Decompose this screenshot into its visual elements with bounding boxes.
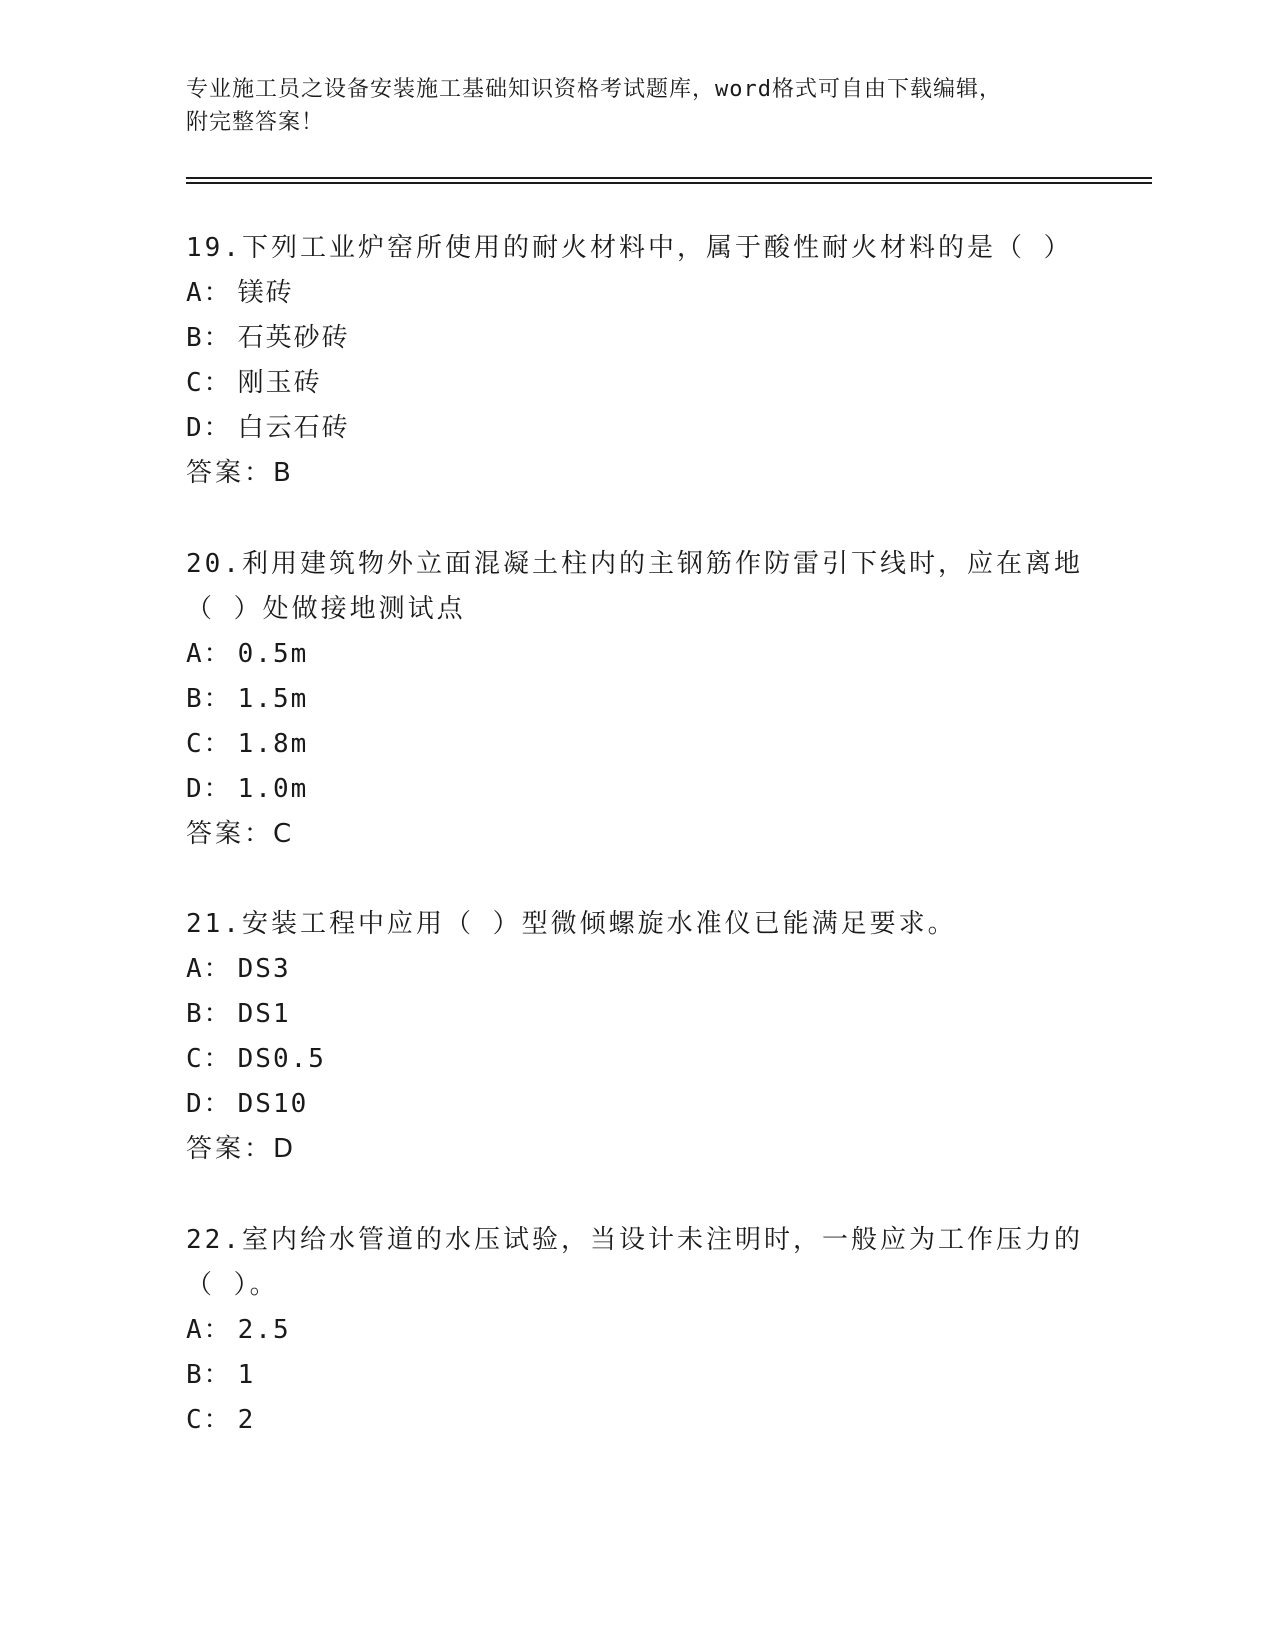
- option-letter: B：: [186, 1360, 232, 1390]
- option-text: 白云石砖: [237, 413, 350, 443]
- option-text: DS10: [237, 1089, 309, 1119]
- option-d: [186, 767, 1086, 812]
- question-21: [186, 902, 1086, 1172]
- option-letter: C：: [186, 1044, 232, 1074]
- option-text: 1.5m: [237, 684, 309, 714]
- answer-label: 答案：B: [186, 458, 294, 488]
- answer-label: 答案：C: [186, 819, 295, 849]
- option-b: [186, 316, 1086, 361]
- option-b: [186, 1353, 1086, 1398]
- option-d: [186, 406, 1086, 451]
- option-text: 刚玉砖: [237, 368, 322, 398]
- header-line-2: 附完整答案！: [186, 110, 325, 135]
- option-text: 石英砂砖: [237, 323, 350, 353]
- option-c: [186, 361, 1086, 406]
- question-stem-continued: （ ）处做接地测试点: [186, 594, 466, 624]
- option-a: [186, 1308, 1086, 1353]
- option-text: DS0.5: [237, 1044, 326, 1074]
- option-letter: D：: [186, 774, 232, 804]
- header-divider-top: [186, 177, 1152, 179]
- option-b: [186, 992, 1086, 1037]
- option-letter: A：: [186, 639, 232, 669]
- option-text: 1.8m: [237, 729, 309, 759]
- option-letter: C：: [186, 729, 232, 759]
- document-header: [186, 73, 1066, 139]
- option-letter: B：: [186, 999, 232, 1029]
- option-letter: B：: [186, 323, 232, 353]
- option-a: [186, 947, 1086, 992]
- option-c: [186, 1398, 1086, 1443]
- option-text: DS1: [237, 999, 291, 1029]
- option-letter: A：: [186, 1315, 232, 1345]
- header-divider-bottom: [186, 182, 1152, 184]
- option-letter: B：: [186, 684, 232, 714]
- option-letter: C：: [186, 1405, 232, 1435]
- option-text: 1.0m: [237, 774, 309, 804]
- option-letter: A：: [186, 954, 232, 984]
- option-text: DS3: [237, 954, 291, 984]
- option-c: [186, 722, 1086, 767]
- option-d: [186, 1082, 1086, 1127]
- option-text: 2.5: [237, 1315, 291, 1345]
- question-stem: 19.下列工业炉窑所使用的耐火材料中，属于酸性耐火材料的是（ ）: [186, 233, 1073, 263]
- question-stem-continued: （ ）。: [186, 1270, 279, 1300]
- option-letter: A：: [186, 278, 232, 308]
- question-22: [186, 1218, 1086, 1443]
- question-stem: 20.利用建筑物外立面混凝土柱内的主钢筋作防雷引下线时，应在离地: [186, 549, 1083, 579]
- option-a: [186, 632, 1086, 677]
- header-line-1: 专业施工员之设备安装施工基础知识资格考试题库，word格式可自由下载编辑，: [186, 77, 1002, 102]
- question-stem: 21.安装工程中应用（ ）型微倾螺旋水准仪已能满足要求。: [186, 909, 957, 939]
- question-19: [186, 226, 1086, 496]
- option-text: 镁砖: [237, 278, 294, 308]
- question-20: [186, 542, 1086, 857]
- question-stem: 22.室内给水管道的水压试验，当设计未注明时，一般应为工作压力的: [186, 1225, 1083, 1255]
- answer-label: 答案：D: [186, 1134, 297, 1164]
- option-c: [186, 1037, 1086, 1082]
- option-b: [186, 677, 1086, 722]
- option-text: 0.5m: [237, 639, 309, 669]
- option-letter: C：: [186, 368, 232, 398]
- option-a: [186, 271, 1086, 316]
- option-text: 1: [237, 1360, 256, 1390]
- option-letter: D：: [186, 1089, 232, 1119]
- option-text: 2: [237, 1405, 256, 1435]
- option-letter: D：: [186, 413, 232, 443]
